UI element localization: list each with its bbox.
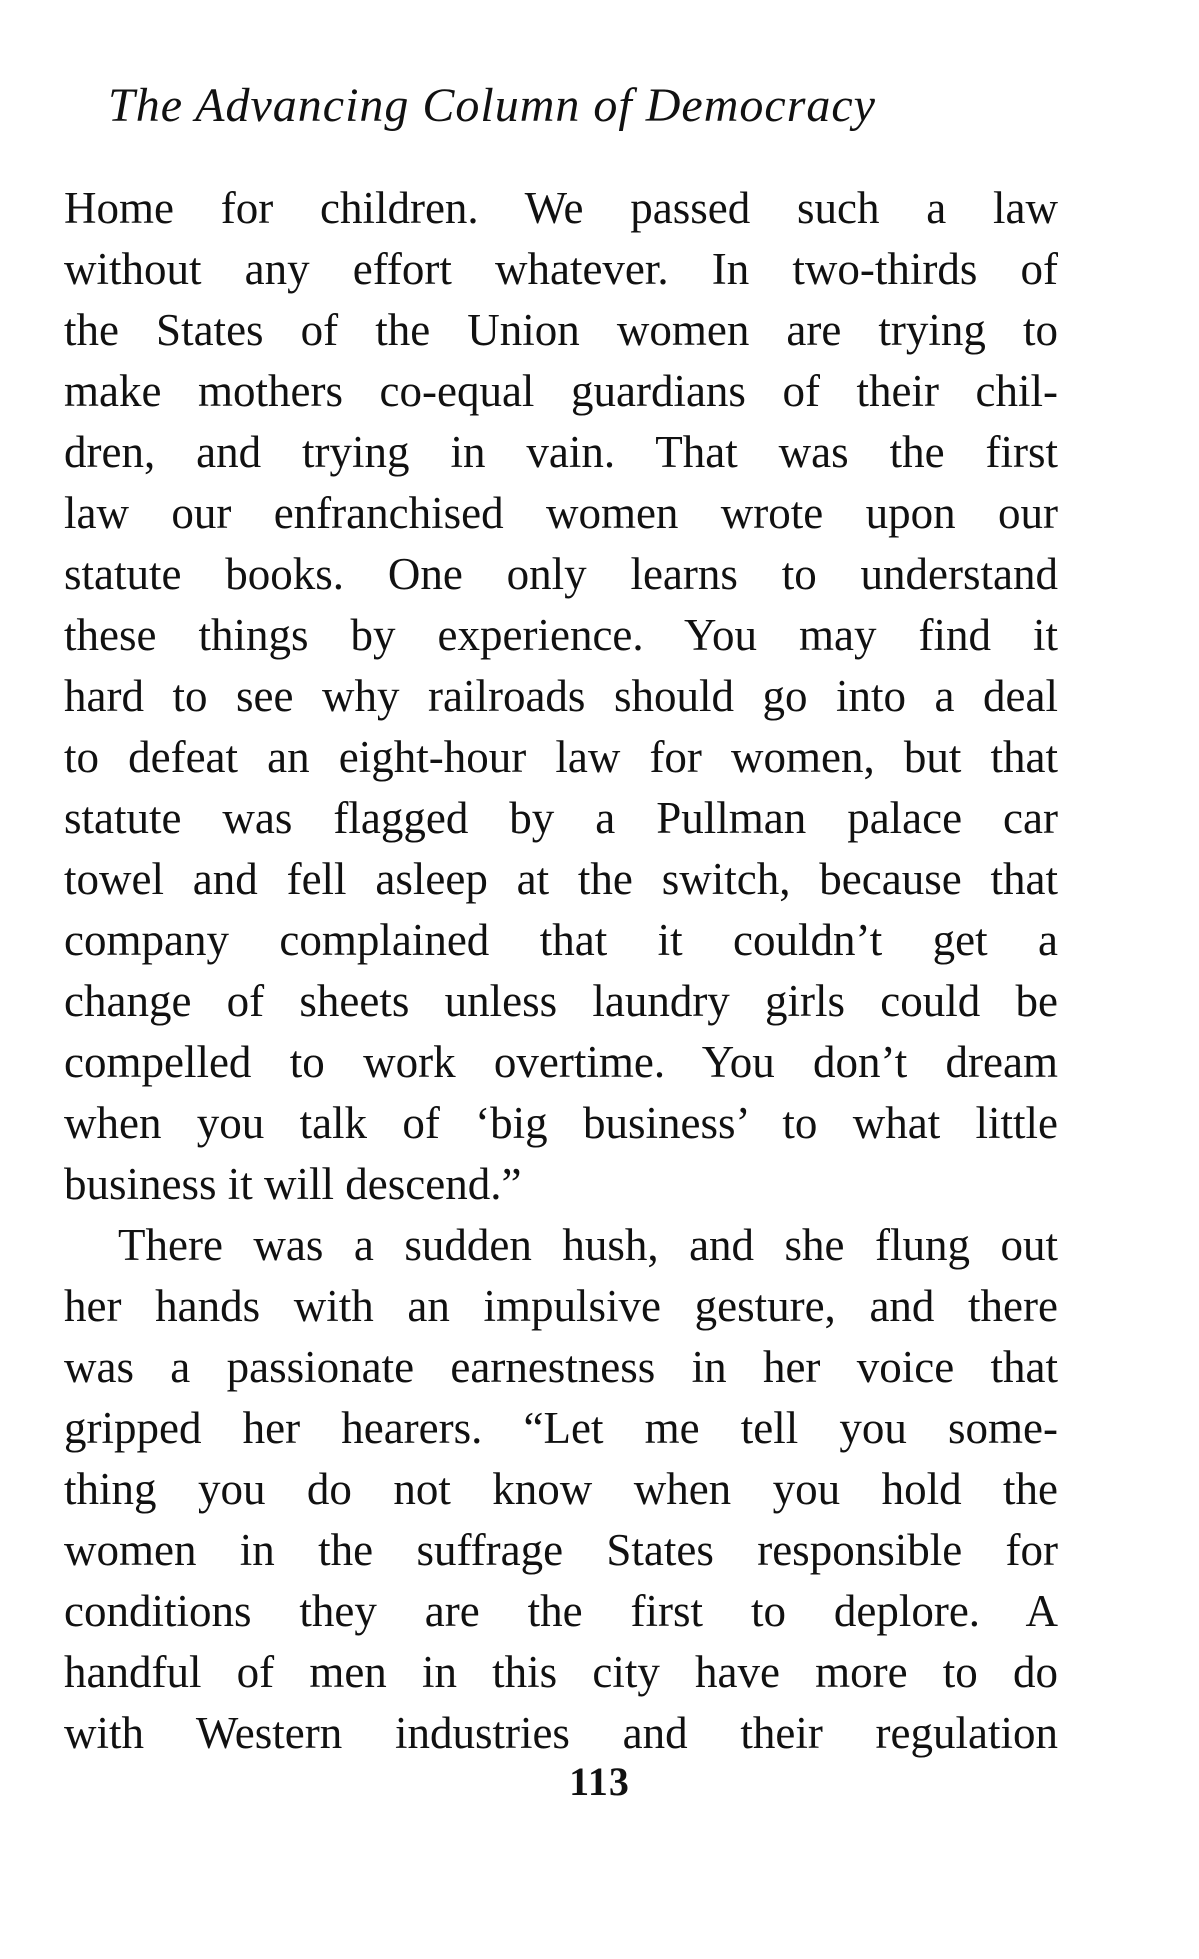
running-head: The Advancing Column of Democracy [108,79,876,132]
text-line: dren, and trying in vain. That was the first [64,427,1058,477]
text-line: make mothers co-equal guardians of their chil- [64,366,1058,416]
text-line: her hands with an impulsive gesture, and there [64,1281,1058,1331]
text-line: compelled to work overtime. You don’t dream [64,1037,1058,1087]
text-line: company complained that it couldn’t get a [64,915,1058,965]
text-line: handful of men in this city have more to do [64,1647,1058,1697]
text-line: towel and fell asleep at the switch, because that [64,854,1058,904]
text-line: hard to see why railroads should go into a deal [64,671,1058,721]
text-line: thing you do not know when you hold the [64,1464,1058,1514]
text-line: Home for children. We passed such a law [64,183,1058,233]
page-number: 113 [569,1759,630,1804]
text-line: without any effort whatever. In two-thirds of [64,244,1058,294]
text-line: the States of the Union women are trying to [64,305,1058,355]
text-line: statute books. One only learns to understand [64,549,1058,599]
text-line: was a passionate earnestness in her voice that [64,1342,1058,1392]
text-line: when you talk of ‘big business’ to what little [64,1098,1058,1148]
text-line: women in the suffrage States responsible for [64,1525,1058,1575]
text-line: with Western industries and their regulation [64,1708,1058,1758]
text-line: gripped her hearers. “Let me tell you some- [64,1403,1058,1453]
text-line: statute was flagged by a Pullman palace car [64,793,1058,843]
text-line: law our enfranchised women wrote upon our [64,488,1058,538]
text-line: business it will descend.” [64,1159,522,1209]
text-line: There was a sudden hush, and she flung out [118,1220,1058,1270]
text-line: conditions they are the first to deplore. A [64,1586,1058,1636]
text-line: change of sheets unless laundry girls could be [64,976,1058,1026]
body-text [64,178,1058,1764]
text-line: to defeat an eight-hour law for women, but that [64,732,1058,782]
text-line: these things by experience. You may find it [64,610,1058,660]
